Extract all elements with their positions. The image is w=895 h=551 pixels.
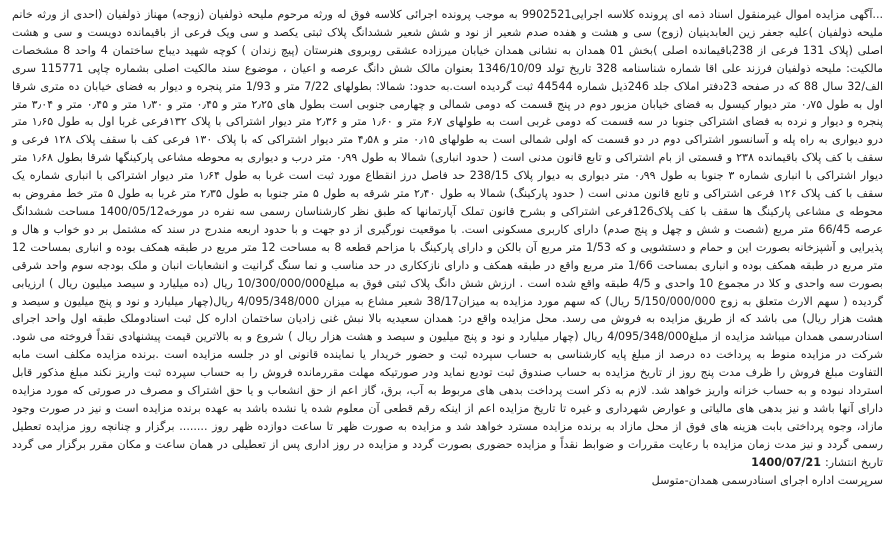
auction-notice-body: [12, 6, 883, 472]
notice-text: ...آگهی مزایده اموال غیرمنقول اسناد ذمه ای پرونده کلاسه اجرایی9902521 به موجب پرونده اجرائی کلاسه فوق له ورثه مرحوم ملیحه ذولفیان (زوجه) مهناز ذولفیان (احدی از ورثه خانم ملیحه ذولفیان )علیه جعفر زین العابدینیان (زوج) سی و هشت و هفده صدم شعیر از نود و شش شعیر ششدانگ پلاک ثبتی یکصد و سی ویک فرعی از باقیمانده دویست و سی و هشت اصلی (پلاک 131 فرعی از 238باقیمانده اصلی )بخش 01 همدان به نشانی همدان خیابان میرزاده عشقی روبروی هنرستان (پیچ زندان ) کوچه شهید دیباج ساختمان 4 واحد 8 مشخصات مالکیت: ملیحه ذولفیان فرزند علی اقا شماره شناسنامه 328 تاریخ تولد 1346/10/09 بعنوان مالک شش دانگ عرصه و اعیان ، موضوع سند مالکیت اصلی بشماره چاپی 115771 سری الف/32 سال 88 که در صفحه 23دفتر املاک جلد 246ذیل شماره 44544 ثبت گردیده است.به حدود: شمالا: بطولهای 7/22 متر و 1/93 متر پنجره و دیوار به فضای خیابان ده متری شرقا اول به طول ۰٫۷۵ متر دیوار کیسول به فضای خیابان مزبور دوم در پنج قسمت که دومی شمالی و چهارمی جنوبی است بطول های ۲٫۲۵ متر و ۰٫۴۵ متر و ۱٫۳۰ متر و ۰٫۴۵ متر و ۳٫۰۴ متر پنجره و دیوار و نرده به فضای اشتراکی جنوبا در سه قسمت که دومی غربی است به طولهای ۶٫۷ متر و ۱٫۶۰ متر و ۲٫۳۶ متر دیوار اشتراکی با پلاک ۱۳۲فرعی غربا اول به طول ۱٫۶۵ متر درو دیواری به راه پله و آسانسور اشتراکی دوم در دو قسمت که اولی شمالی است به طولهای ۰٫۱۵ متر و ۴٫۵۸ متر دیوار اشتراکی که با پلاک ۱۳۰ فرعی کف با سقف پلاک ۱۲۸ فرعی و سقف با کف پلاک باقیمانده ۲۳۸ و قسمتی از بام اشتراکی و تابع قانون مدنی است ( حدود انباری) شمالا به طول ۰٫۹۹ متر درب و دیواری به محوطه مشاعی پارکینگها شرقا بطول ۱٫۶۸ متر دیوار اشتراکی با انباری شماره ۳ جنوبا به طول ۰٫۹۹ متر دیواری به دیوار پلاک 238/15 حد فاصل درز انقطاع مورد ثبت است غربا به طول ۱٫۶۴ متر دیوار اشتراکی با انباری شماره یک سقف با کف پلاک ۱۲۶ فرعی اشتراکی و تابع قانون مدنی است ( حدود پارکینگ) شمالا به طول ۲٫۴۰ متر شرقه به طول ۵ متر جنوبا به طول ۲٫۳۵ متر غربا به طول ۵ متر خط مفروض به محوطه ی مشاعی پارکینگ ها سقف با کف پلاک126فرعی اشتراکی و بشرح قانون تملک آپارتمانها که طبق نظر کارشناسان رسمی سه نفره در مورخه1400/05/12 مساحت ششدانگ عرصه 66/45 متر مربع (شصت و شش و چهل و پنج صدم) دارای کاربری مسکونی است. با موقعیت نورگیری از دو جهت و با حدود اربعه مندرج در سند که مشتمل بر دو خواب و هال و پذیرایی و آشپزخانه بصورت این و حمام و دستشویی و که 1/53 متر مربع آن بالکن و دارای پارکینگ با مزاحم قطعه 8 به مساحت 12 متر مربع در طبقه همکف بوده و انباری بمساحت 12 متر مربع در طبقه همکف بوده و انباری بمساحت 1/66 متر مربع واقع در طبقه همکف و دارای نازککاری در حد مناسب و نما سنگ گرانیت و انشعابات انبان و ملک بودجه سوم واحد شرقی بصورت سه واحدی و کلا در مجموع 10 واحدی و 4/5 طبقه واقع شده است . ارزش شش دانگ پلاک ثبتی فوق به مبلغ10/300/000/000 ریال (ده میلیارد و سیصد میلیون ریال ) ارزیابی گردیده ( سهم الارث متعلق به زوج 5/150/000/000 ریال) که سهم مورد مزایده به میزان38/17 شعیر مشاع به میزان 4/095/348/000 ریال(چهار میلیارد و نود و پنج میلیون و سیصد و هشت هزار ریال) می باشد که از طریق مزایده به فروش می رسد. محل مزایده واقع در: همدان سعیدیه بالا نبش غنی زادیان ساختمان اداره کل ثبت اسنادوملک طبقه اول واحد اجرای اسنادرسمی همدان میباشد مزایده از مبلغ4/095/348/000 ریال (چهار میلیارد و نود و پنج میلیون و سیصد و هشت هزار ریال ) شروع و به بالاترین قیمت پیشنهادی نقداً فروخته می شود. شرکت در مزایده منوط به پرداخت ده درصد از مبلغ پایه کارشناسی به حساب سپرده ثبت و حضور خریدار یا نماینده قانونی او در جلسه مزایده است .برنده مزایده مکلف است مابه التفاوت مبلغ فروش را ظرف مدت پنج روز از تاریخ مزایده به حساب صندوق ثبت تودیع نماید ودر صورتیکه مهلت مقررمانده فروش را به حساب سپرده ثبت واریز نکند مبلغ مذکور قابل استرداد نبوده و به حساب خزانه واریز خواهد شد. لازم به ذکر است پرداخت بدهی های مربوط به آب، برق، گاز اعم از حق انشعاب و یا حق اشتراک و مصرف در صورتی که مورد مزایده دارای آنها باشد و نیز بدهی های مالیاتی و عوارض شهرداری و غیره تا تاریخ مزایده اعم از اینکه رقم قطعی آن معلوم شده یا نشده باشد به عهده برنده مزایده است و نیز در صورت وجود مازاد، وجوه پرداختی بابت هزینه های فوق از محل مازاد به برنده مزایده مسترد خواهد شد و مزایده به صورت ظهر تا ساعت دوازده ظهر روز ........ برگزار و چنانچه روز مزایده تعطیل رسمی گردد و نیز مدت زمان مزایده با رعایت مقررات و ضوابط نقداً و مزایده حضوری بصورت گردد و مزایده در روز اداری پس از تعطیلی در همان ساعت و مکان مقرر برگزار می گردد تاریخ انتشار:: [12, 8, 884, 469]
publish-date: 1400/07/21: [751, 455, 821, 469]
signature-line: سرپرست اداره اجرای اسنادرسمی همدان-متوسل: [651, 473, 883, 487]
